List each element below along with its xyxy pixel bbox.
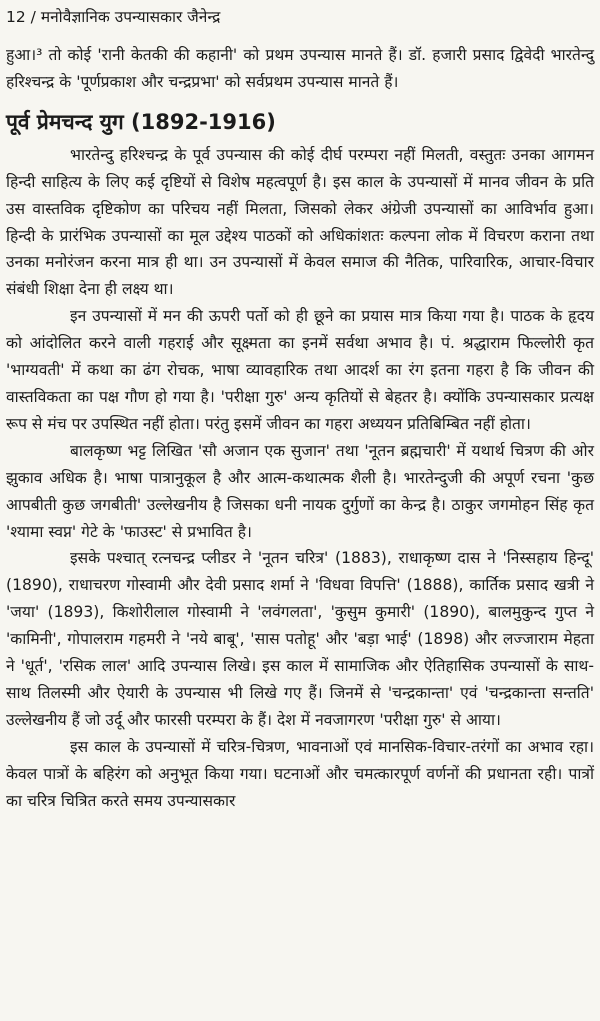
paragraph-4: इसके पश्चात् रत्नचन्द्र प्लीडर ने 'नूतन चरित्र' (1883), राधाकृष्ण दास ने 'निस्सहाय हिन्दू' (1890), राधाचरण गोस्वामी और देवी प्रसाद शर्मा ने 'विधवा विपत्ति' (1888), कार्तिक प्रसाद खत्री ने 'जया' (1893), किशोरीलाल गोस्वामी ने 'लवंगलता', 'कुसुम कुमारी' (1890), बालमुकुन्द गुप्त ने 'कामिनी', गोपालराम गहमरी ने 'नये बाबू', 'सास पतोहू' और 'बड़ा भाई' (1898) और लज्जाराम मेहता ने 'धूर्त', 'रसिक लाल' आदि उपन्यास लिखे। इस काल में सामाजिक और ऐतिहासिक उपन्यासों के साथ-साथ तिलस्मी और ऐयारी के उपन्यास भी लिखे गए हैं। जिनमें से 'चन्द्रकान्ता' एवं 'चन्द्रकान्ता सन्तति' उल्लेखनीय हैं जो उर्दू और फारसी परम्परा के हैं। देश में नवजागरण 'परीक्षा गुरु' से आया। <box>6 549 594 729</box>
intro-paragraph: हुआ।³ तो कोई 'रानी केतकी की कहानी' को प्रथम उपन्यास मानते हैं। डॉ. हजारी प्रसाद द्विवेदी भारतेन्दु हरिश्चन्द्र के 'पूर्णप्रकाश और चन्द्रप्रभा' को सर्वप्रथम उपन्यास मानते हैं। <box>6 46 594 91</box>
paragraph-5: इस काल के उपन्यासों में चरित्र-चित्रण, भावनाओं एवं मानसिक-विचार-तरंगों का अभाव रहा। केवल पात्रों के बहिरंग को अनुभूत किया गया। घटनाओं और चमत्कारपूर्ण वर्णनों की प्रधानता रही। पात्रों का चरित्र चित्रित करते समय उपन्यासकार <box>6 737 595 810</box>
paragraph-2: इन उपन्यासों में मन की ऊपरी पर्तो को ही छूने का प्रयास मात्र किया गया है। पाठक के हृदय को आंदोलित करने वाली गहराई और सूक्ष्मता का इनमें सर्वथा अभाव है। पं. श्रद्धाराम फिल्लोरी कृत 'भाग्यवती' में कथा का ढंग रोचक, भाषा व्यावहारिक तथा आदर्श का रंग इतना गहरा है कि जीवन की वास्तविकता का पक्ष गौण हो गया है। 'परीक्षा गुरु' अन्य कृतियों से बेहतर है। क्योंकि उपन्यासकार प्रत्यक्ष रूप से मंच पर उपस्थित नहीं होता। परंतु इसमें जीवन का गहरा अध्ययन प्रतिबिम्बित नहीं होता। <box>6 307 594 433</box>
section-heading: पूर्व प्रेमचन्द युग (1892-1916) <box>6 109 276 134</box>
running-head <box>6 6 594 28</box>
running-title: मनोवैज्ञानिक उपन्यासकार जैनेन्द्र <box>40 8 221 26</box>
paragraph-3: बालकृष्ण भट्ट लिखित 'सौ अजान एक सुजान' तथा 'नूतन ब्रह्मचारी' में यथार्थ चित्रण की ओर झुकाव अधिक है। भाषा पात्रानुकूल है और आत्म-कथात्मक शैली है। भारतेन्दुजी की अपूर्ण रचना 'कुछ आपबीती कुछ जगबीती' उल्लेखनीय है जिसका धनी नायक दुर्गुणों का केन्द्र है। ठाकुर जगमोहन सिंह कृत 'श्यामा स्वप्न' गेटे के 'फाउस्ट' से प्रभावित है। <box>6 441 594 541</box>
paragraph-1: भारतेन्दु हरिश्चन्द्र के पूर्व उपन्यास की कोई दीर्घ परम्परा नहीं मिलती, वस्तुतः उनका आगमन हिन्दी साहित्य के लिए कई दृष्टियों से विशेष महत्वपूर्ण है। इस काल के उपन्यासों में मानव जीवन के प्रति उस वास्तविक दृष्टिकोण का परिचय नहीं मिलता, जिसको लेकर अंग्रेजी उपन्यासों का आविर्भाव हुआ। हिन्दी के प्रारंभिक उपन्यासों का मूल उद्देश्य पाठकों को अधिकांशतः कल्पना लोक में विचरण कराना तथा उनका मनोरंजन करना मात्र ही था। उन उपन्यासों में केवल समाज की नैतिक, पारिवारिक, आचार-विचार संबंधी शिक्षा देना ही लक्ष्य था। <box>6 145 594 299</box>
page-number: 12 <box>6 8 26 26</box>
header-separator: / <box>25 8 41 26</box>
